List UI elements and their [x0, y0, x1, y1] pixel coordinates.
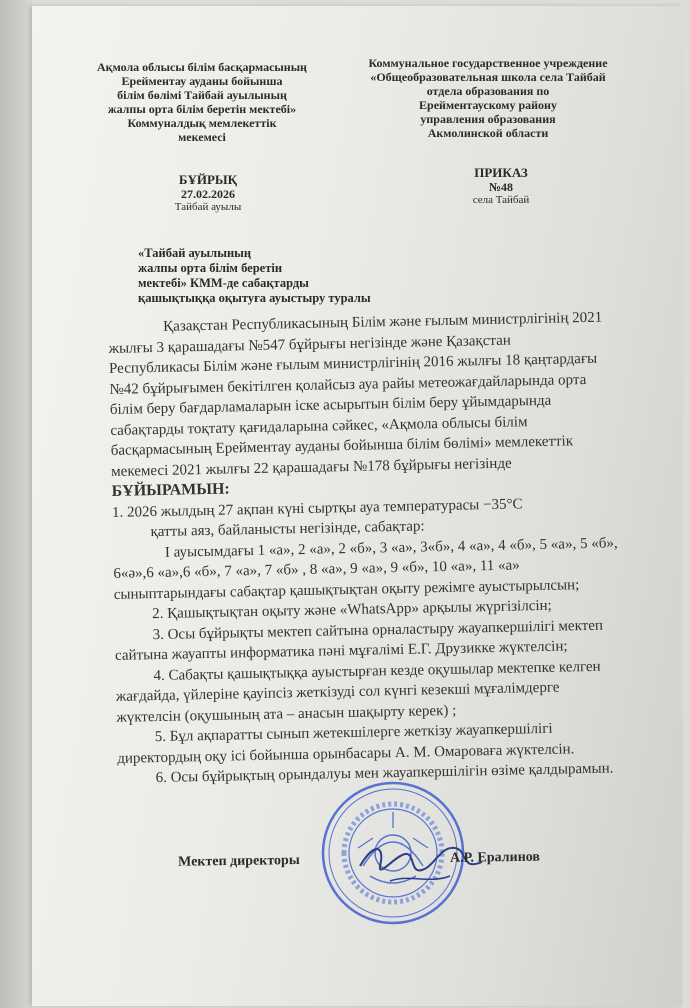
header-kz-line: Ерейментау ауданы бойынша	[121, 74, 283, 88]
header-ru-line: Коммунальное государственное учреждение	[368, 56, 608, 70]
preamble-line: Республикасы Білім және ғылым министрлігінің 2016 жылғы 18 қаңтардағы	[108, 350, 598, 377]
order-date: 27.02.2026	[181, 187, 235, 201]
preamble-line: басқармасының Ерейментау ауданы бойынша білім бөлімі» мемлекеттік	[110, 433, 574, 459]
item-line: 5. Бұл ақпаратты сынып жетекшілерге жеткізу жауапкершілігі	[154, 720, 553, 746]
header-ru-line: управления образования	[420, 112, 556, 126]
header-ru-line: Акмолинской области	[427, 126, 549, 140]
item-line: 4. Сабақты қашықтыққа ауыстырған кезде оқушылар мектепке келген	[153, 658, 601, 684]
item-line: сыныптарындағы сабақтар қашықтықтан оқыту режімге ауыстырылсын;	[113, 576, 580, 603]
item-line: 6. Осы бұйрықтың орындалуы мен жауапкершілігін өзіме қалдырамын.	[155, 760, 614, 787]
item-line: 1. 2026 жылдың 27 ақпан күні сыртқы ауа температурасы −35°С	[111, 495, 523, 521]
preamble-line: №42 бұйрығымен бекітілген қолайсыз ауа райы метеожағдайларында орта	[109, 371, 587, 398]
preamble-line: сабақтарды тоқтату қағидаларына сәйкес, «Ақмола облысы білім	[110, 413, 528, 439]
order-title-kz: БҰЙРЫҚ	[178, 172, 238, 187]
item-line: жүктелсін (оқушының ата – анасын шақырту керек) ;	[116, 702, 457, 726]
order-word: БҰЙЫРАМЫН:	[111, 480, 230, 500]
order-place-kz: Тайбай ауылы	[174, 201, 242, 213]
preamble-line: жылғы 3 қарашадағы №547 бұйрығы негізінде және Қазақстан	[108, 332, 511, 357]
header-kazakh	[82, 60, 322, 144]
order-number: №48	[488, 180, 514, 194]
header-ru-line: «Общеобразовательная школа села Тайбай	[370, 70, 606, 84]
order-place-ru: села Тайбай	[472, 194, 530, 206]
header-russian	[356, 56, 620, 140]
header-kz-line: білім бөлімі Тайбай ауылының	[117, 88, 287, 102]
order-title-ru: ПРИКАЗ	[474, 165, 528, 180]
header-kz-line: Ақмола облысы білім басқармасының	[97, 60, 307, 74]
item-line: қатты аяз, байланысты негізінде, сабақтар:	[150, 518, 425, 541]
order-body	[108, 306, 673, 789]
subject-line: «Тайбай ауылының	[138, 246, 252, 260]
preamble-line: мекемесі 2021 жылғы 22 қарашадағы №178 бұйрығы негізінде	[111, 455, 512, 480]
header-kz-line: жалпы орта білім беретін мектебі»	[107, 102, 297, 116]
director-title: Мектеп директоры	[178, 853, 300, 870]
header-kz-line: Коммуналдық мемлекеттік	[127, 116, 277, 130]
order-block-kazakh	[148, 172, 268, 214]
preamble-line: білім беру бағдарламаларын іске асырытын білім беру ұйымдарында	[109, 392, 552, 418]
item-line: 3. Осы бұйрықты мектеп сайтына орналастыру жауапкершілігі мектеп	[152, 617, 604, 643]
order-subject	[138, 246, 371, 306]
header-kz-line: мекемесі	[178, 130, 226, 144]
item-line: 2. Қашықтықтан оқыту және «WhatsApp» арқылы жүргізілсін;	[152, 597, 552, 623]
item-line: 6«ә»,6 «а»,6 «б», 7 «а», 7 «б» , 8 «а», 9 «а», 9 «б», 10 «а», 11 «а»	[113, 557, 520, 582]
page-background-edge	[0, 0, 32, 1008]
order-block-russian	[456, 165, 546, 207]
subject-line: жалпы орта білім беретін	[138, 261, 283, 275]
header-ru-line: Ерейментаускому району	[419, 98, 557, 112]
director-name: А.Р. Ералинов	[449, 849, 541, 866]
item-line: сайтына жауапты информатика пәні мұғалімі Е.Г. Друзикке жүктелсін;	[114, 638, 568, 664]
item-line: директордың оқу ісі бойынша орынбасары А. М. Омароваға жүктелсін.	[117, 740, 575, 767]
subject-line: мектебі» КММ-де сабақтарды	[138, 276, 309, 290]
item-line: І ауысымдағы 1 «а», 2 «а», 2 «б», 3 «а», 3«б», 4 «а», 4 «б», 5 «а», 5 «б»,	[164, 534, 618, 561]
preamble-line: Қазақстан Республикасының Білім және ғылым министрлігінің 2021	[163, 309, 603, 335]
header-ru-line: отдела образования по	[426, 84, 550, 98]
subject-line: қашықтыққа оқытуға ауыстыру туралы	[138, 291, 371, 305]
item-line: жағдайда, үйлеріне қауіпсіз жеткізуді сол күнгі кезекші мұғалімдерге	[115, 679, 560, 705]
